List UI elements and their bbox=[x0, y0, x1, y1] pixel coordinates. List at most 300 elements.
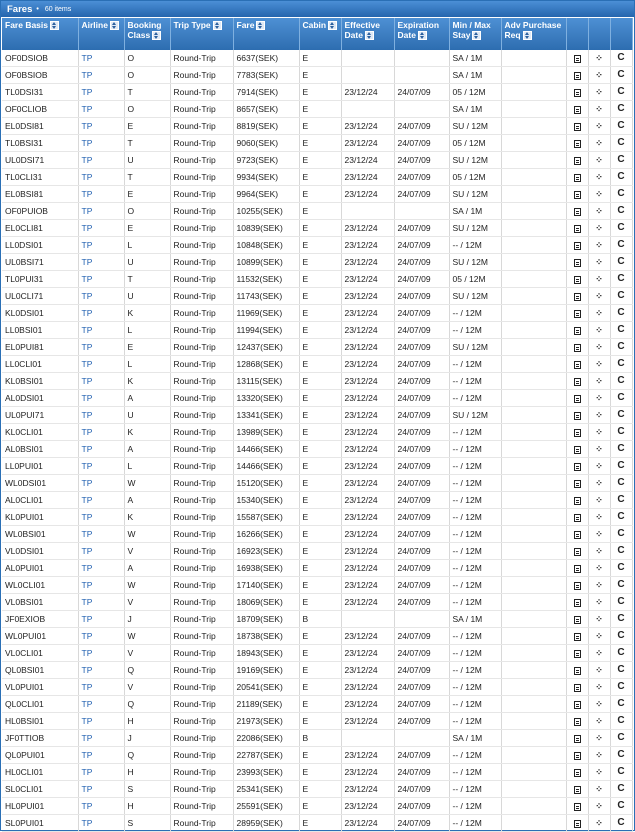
copy-icon[interactable]: C bbox=[617, 171, 625, 183]
cell-expiration-date: 24/07/09 bbox=[394, 237, 449, 254]
cell-effective-date: 23/12/24 bbox=[341, 441, 394, 458]
route-icon[interactable]: ⁘ bbox=[595, 529, 603, 540]
table-row[interactable] bbox=[2, 135, 632, 152]
copy-icon[interactable]: C bbox=[617, 375, 625, 387]
route-icon[interactable]: ⁘ bbox=[595, 172, 603, 183]
cell-airline[interactable]: TP bbox=[78, 611, 124, 628]
cell-adv-purchase-req bbox=[501, 169, 566, 186]
cell-airline[interactable]: TP bbox=[78, 475, 124, 492]
table-row[interactable] bbox=[2, 67, 632, 84]
cell-airline[interactable]: TP bbox=[78, 390, 124, 407]
route-icon[interactable]: ⁘ bbox=[595, 138, 603, 149]
cell-expiration-date bbox=[394, 50, 449, 67]
route-icon[interactable]: ⁘ bbox=[595, 53, 603, 64]
route-icon[interactable]: ⁘ bbox=[595, 648, 603, 659]
copy-icon[interactable]: C bbox=[617, 290, 625, 302]
cell-copy bbox=[610, 764, 632, 781]
table-row[interactable] bbox=[2, 696, 632, 713]
column-header-trip-type[interactable] bbox=[170, 18, 233, 50]
cell-effective-date bbox=[341, 101, 394, 118]
document-icon[interactable] bbox=[574, 633, 581, 641]
cell-airline[interactable]: TP bbox=[78, 101, 124, 118]
route-icon[interactable]: ⁘ bbox=[595, 189, 603, 200]
copy-icon[interactable]: C bbox=[617, 426, 625, 438]
cell-copy bbox=[610, 101, 632, 118]
route-icon[interactable]: ⁘ bbox=[595, 461, 603, 472]
cell-airline[interactable]: TP bbox=[78, 322, 124, 339]
table-row[interactable] bbox=[2, 50, 632, 67]
cell-cabin: E bbox=[299, 645, 341, 662]
cell-min-max-stay: -- / 12M bbox=[449, 458, 501, 475]
cell-airline[interactable]: TP bbox=[78, 84, 124, 101]
route-icon[interactable]: ⁘ bbox=[595, 376, 603, 387]
document-icon[interactable] bbox=[574, 531, 581, 539]
document-icon[interactable] bbox=[574, 514, 581, 522]
table-row[interactable] bbox=[2, 186, 632, 203]
document-icon[interactable] bbox=[574, 480, 581, 488]
table-row[interactable] bbox=[2, 305, 632, 322]
document-icon[interactable] bbox=[574, 123, 581, 131]
table-row[interactable] bbox=[2, 254, 632, 271]
cell-copy bbox=[610, 577, 632, 594]
document-icon[interactable] bbox=[574, 174, 581, 182]
route-icon[interactable]: ⁘ bbox=[595, 155, 603, 166]
document-icon[interactable] bbox=[574, 276, 581, 284]
route-icon[interactable]: ⁘ bbox=[595, 614, 603, 625]
route-icon[interactable]: ⁘ bbox=[595, 104, 603, 115]
document-icon[interactable] bbox=[574, 548, 581, 556]
document-icon[interactable] bbox=[574, 616, 581, 624]
cell-airline[interactable]: TP bbox=[78, 254, 124, 271]
copy-icon[interactable]: C bbox=[617, 596, 625, 608]
document-icon[interactable] bbox=[574, 293, 581, 301]
copy-icon[interactable]: C bbox=[617, 528, 625, 540]
route-icon[interactable]: ⁘ bbox=[595, 563, 603, 574]
table-row[interactable] bbox=[2, 526, 632, 543]
cell-airline[interactable]: TP bbox=[78, 288, 124, 305]
cell-fare-basis: WL0PUI01 bbox=[2, 628, 78, 645]
sort-icon[interactable] bbox=[256, 21, 265, 30]
route-icon[interactable]: ⁘ bbox=[595, 478, 603, 489]
cell-airline[interactable]: TP bbox=[78, 203, 124, 220]
table-row[interactable] bbox=[2, 764, 632, 781]
cell-view bbox=[566, 798, 588, 815]
cell-airline[interactable]: TP bbox=[78, 781, 124, 798]
cell-view bbox=[566, 203, 588, 220]
route-icon[interactable]: ⁘ bbox=[595, 733, 603, 744]
column-header-cabin[interactable] bbox=[299, 18, 341, 50]
document-icon[interactable] bbox=[574, 752, 581, 760]
copy-icon[interactable]: C bbox=[617, 273, 625, 285]
cell-cabin: E bbox=[299, 220, 341, 237]
column-header-fare[interactable] bbox=[233, 18, 299, 50]
cell-airline[interactable]: TP bbox=[78, 135, 124, 152]
document-icon[interactable] bbox=[574, 582, 581, 590]
route-icon[interactable]: ⁘ bbox=[595, 325, 603, 336]
sort-icon[interactable] bbox=[328, 21, 337, 30]
document-icon[interactable] bbox=[574, 820, 581, 828]
cell-effective-date: 23/12/24 bbox=[341, 526, 394, 543]
copy-icon[interactable]: C bbox=[617, 443, 625, 455]
cell-trip-type: Round-Trip bbox=[170, 305, 233, 322]
document-icon[interactable] bbox=[574, 242, 581, 250]
route-icon[interactable]: ⁘ bbox=[595, 801, 603, 812]
column-header-expiration-date[interactable] bbox=[394, 18, 449, 50]
table-row[interactable] bbox=[2, 815, 632, 832]
copy-icon[interactable]: C bbox=[617, 409, 625, 421]
cell-route bbox=[588, 628, 610, 645]
document-icon[interactable] bbox=[574, 157, 581, 165]
copy-icon[interactable]: C bbox=[617, 205, 625, 217]
route-icon[interactable]: ⁘ bbox=[595, 767, 603, 778]
route-icon[interactable]: ⁘ bbox=[595, 223, 603, 234]
document-icon[interactable] bbox=[574, 140, 581, 148]
cell-airline[interactable]: TP bbox=[78, 645, 124, 662]
table-row[interactable] bbox=[2, 628, 632, 645]
table-row[interactable] bbox=[2, 322, 632, 339]
cell-view bbox=[566, 67, 588, 84]
table-row[interactable] bbox=[2, 220, 632, 237]
route-icon[interactable]: ⁘ bbox=[595, 495, 603, 506]
document-icon[interactable] bbox=[574, 225, 581, 233]
route-icon[interactable]: ⁘ bbox=[595, 427, 603, 438]
document-icon[interactable] bbox=[574, 344, 581, 352]
copy-icon[interactable]: C bbox=[617, 698, 625, 710]
document-icon[interactable] bbox=[574, 735, 581, 743]
copy-icon[interactable]: C bbox=[617, 358, 625, 370]
cell-min-max-stay: -- / 12M bbox=[449, 781, 501, 798]
route-icon[interactable]: ⁘ bbox=[595, 512, 603, 523]
cell-airline[interactable]: TP bbox=[78, 305, 124, 322]
copy-icon[interactable]: C bbox=[617, 766, 625, 778]
route-icon[interactable]: ⁘ bbox=[595, 665, 603, 676]
route-icon[interactable]: ⁘ bbox=[595, 444, 603, 455]
cell-airline[interactable]: TP bbox=[78, 798, 124, 815]
copy-icon[interactable]: C bbox=[617, 222, 625, 234]
document-icon[interactable] bbox=[574, 769, 581, 777]
copy-icon[interactable]: C bbox=[617, 817, 625, 829]
cell-trip-type: Round-Trip bbox=[170, 254, 233, 271]
document-icon[interactable] bbox=[574, 361, 581, 369]
document-icon[interactable] bbox=[574, 497, 581, 505]
document-icon[interactable] bbox=[574, 599, 581, 607]
route-icon[interactable]: ⁘ bbox=[595, 682, 603, 693]
cell-airline[interactable]: TP bbox=[78, 169, 124, 186]
route-icon[interactable]: ⁘ bbox=[595, 580, 603, 591]
document-icon[interactable] bbox=[574, 565, 581, 573]
sort-icon[interactable] bbox=[50, 21, 59, 30]
cell-view bbox=[566, 339, 588, 356]
route-icon[interactable]: ⁘ bbox=[595, 206, 603, 217]
copy-icon[interactable]: C bbox=[617, 715, 625, 727]
table-row[interactable] bbox=[2, 713, 632, 730]
table-row[interactable] bbox=[2, 560, 632, 577]
document-icon[interactable] bbox=[574, 446, 581, 454]
cell-route bbox=[588, 407, 610, 424]
cell-airline[interactable]: TP bbox=[78, 271, 124, 288]
cell-airline[interactable]: TP bbox=[78, 356, 124, 373]
table-row[interactable] bbox=[2, 390, 632, 407]
copy-icon[interactable]: C bbox=[617, 120, 625, 132]
route-icon[interactable]: ⁘ bbox=[595, 750, 603, 761]
column-header-airline[interactable] bbox=[78, 18, 124, 50]
table-row[interactable] bbox=[2, 118, 632, 135]
sort-icon[interactable] bbox=[152, 31, 161, 40]
table-row[interactable] bbox=[2, 645, 632, 662]
cell-airline[interactable]: TP bbox=[78, 458, 124, 475]
route-icon[interactable]: ⁘ bbox=[595, 274, 603, 285]
route-icon[interactable]: ⁘ bbox=[595, 359, 603, 370]
copy-icon[interactable]: C bbox=[617, 647, 625, 659]
cell-min-max-stay: -- / 12M bbox=[449, 577, 501, 594]
table-row[interactable] bbox=[2, 441, 632, 458]
sort-icon[interactable] bbox=[472, 31, 481, 40]
cell-trip-type: Round-Trip bbox=[170, 815, 233, 832]
cell-airline[interactable]: TP bbox=[78, 118, 124, 135]
table-row[interactable] bbox=[2, 152, 632, 169]
copy-icon[interactable]: C bbox=[617, 800, 625, 812]
cell-fare: 11743(SEK) bbox=[233, 288, 299, 305]
cell-route bbox=[588, 271, 610, 288]
cell-booking-class: L bbox=[124, 237, 170, 254]
copy-icon[interactable]: C bbox=[617, 239, 625, 251]
cell-airline[interactable]: TP bbox=[78, 220, 124, 237]
copy-icon[interactable]: C bbox=[617, 477, 625, 489]
cell-cabin: E bbox=[299, 662, 341, 679]
cell-copy bbox=[610, 424, 632, 441]
document-icon[interactable] bbox=[574, 463, 581, 471]
document-icon[interactable] bbox=[574, 106, 581, 114]
table-row[interactable] bbox=[2, 662, 632, 679]
table-row[interactable] bbox=[2, 373, 632, 390]
cell-airline[interactable]: TP bbox=[78, 339, 124, 356]
column-header-booking-class[interactable] bbox=[124, 18, 170, 50]
document-icon[interactable] bbox=[574, 89, 581, 97]
route-icon[interactable]: ⁘ bbox=[595, 291, 603, 302]
table-row[interactable] bbox=[2, 203, 632, 220]
cell-adv-purchase-req bbox=[501, 288, 566, 305]
copy-icon[interactable]: C bbox=[617, 511, 625, 523]
cell-airline[interactable]: TP bbox=[78, 815, 124, 832]
cell-copy bbox=[610, 526, 632, 543]
cell-adv-purchase-req bbox=[501, 526, 566, 543]
document-icon[interactable] bbox=[574, 310, 581, 318]
cell-booking-class: J bbox=[124, 730, 170, 747]
cell-airline[interactable]: TP bbox=[78, 628, 124, 645]
cell-min-max-stay: -- / 12M bbox=[449, 713, 501, 730]
cell-airline[interactable]: TP bbox=[78, 526, 124, 543]
cell-airline[interactable]: TP bbox=[78, 186, 124, 203]
cell-trip-type: Round-Trip bbox=[170, 543, 233, 560]
route-icon[interactable]: ⁘ bbox=[595, 784, 603, 795]
copy-icon[interactable]: C bbox=[617, 562, 625, 574]
cell-airline[interactable]: TP bbox=[78, 594, 124, 611]
cell-airline[interactable]: TP bbox=[78, 560, 124, 577]
cell-airline[interactable]: TP bbox=[78, 50, 124, 67]
copy-icon[interactable]: C bbox=[617, 103, 625, 115]
cell-effective-date: 23/12/24 bbox=[341, 254, 394, 271]
table-row[interactable] bbox=[2, 356, 632, 373]
table-row[interactable] bbox=[2, 781, 632, 798]
copy-icon[interactable]: C bbox=[617, 579, 625, 591]
route-icon[interactable]: ⁘ bbox=[595, 240, 603, 251]
cell-airline[interactable]: TP bbox=[78, 492, 124, 509]
table-row[interactable] bbox=[2, 84, 632, 101]
cell-booking-class: W bbox=[124, 526, 170, 543]
copy-icon[interactable]: C bbox=[617, 494, 625, 506]
document-icon[interactable] bbox=[574, 72, 581, 80]
cell-airline[interactable]: TP bbox=[78, 662, 124, 679]
copy-icon[interactable]: C bbox=[617, 749, 625, 761]
copy-icon[interactable]: C bbox=[617, 630, 625, 642]
table-row[interactable] bbox=[2, 101, 632, 118]
cell-airline[interactable]: TP bbox=[78, 67, 124, 84]
copy-icon[interactable]: C bbox=[617, 460, 625, 472]
copy-icon[interactable]: C bbox=[617, 392, 625, 404]
cell-trip-type: Round-Trip bbox=[170, 798, 233, 815]
document-icon[interactable] bbox=[574, 684, 581, 692]
cell-fare-basis: AL0BSI01 bbox=[2, 441, 78, 458]
route-icon[interactable]: ⁘ bbox=[595, 597, 603, 608]
cell-airline[interactable]: TP bbox=[78, 152, 124, 169]
cell-adv-purchase-req bbox=[501, 475, 566, 492]
route-icon[interactable]: ⁘ bbox=[595, 87, 603, 98]
sort-icon[interactable] bbox=[418, 31, 427, 40]
table-row[interactable] bbox=[2, 237, 632, 254]
cell-airline[interactable]: TP bbox=[78, 373, 124, 390]
table-row[interactable] bbox=[2, 594, 632, 611]
table-row[interactable] bbox=[2, 798, 632, 815]
copy-icon[interactable]: C bbox=[617, 545, 625, 557]
cell-view bbox=[566, 322, 588, 339]
copy-icon[interactable]: C bbox=[617, 52, 625, 64]
document-icon[interactable] bbox=[574, 327, 581, 335]
copy-icon[interactable]: C bbox=[617, 256, 625, 268]
copy-icon[interactable]: C bbox=[617, 613, 625, 625]
document-icon[interactable] bbox=[574, 718, 581, 726]
table-row[interactable] bbox=[2, 730, 632, 747]
route-icon[interactable]: ⁘ bbox=[595, 342, 603, 353]
table-row[interactable] bbox=[2, 577, 632, 594]
route-icon[interactable]: ⁘ bbox=[595, 257, 603, 268]
route-icon[interactable]: ⁘ bbox=[595, 308, 603, 319]
cell-view bbox=[566, 118, 588, 135]
cell-view bbox=[566, 526, 588, 543]
cell-airline[interactable]: TP bbox=[78, 747, 124, 764]
table-row[interactable] bbox=[2, 339, 632, 356]
sort-icon[interactable] bbox=[365, 31, 374, 40]
cell-route bbox=[588, 747, 610, 764]
copy-icon[interactable]: C bbox=[617, 783, 625, 795]
sort-icon[interactable] bbox=[213, 21, 222, 30]
cell-airline[interactable]: TP bbox=[78, 679, 124, 696]
document-icon[interactable] bbox=[574, 667, 581, 675]
document-icon[interactable] bbox=[574, 803, 581, 811]
table-row[interactable] bbox=[2, 424, 632, 441]
route-icon[interactable]: ⁘ bbox=[595, 818, 603, 829]
route-icon[interactable]: ⁘ bbox=[595, 699, 603, 710]
route-icon[interactable]: ⁘ bbox=[595, 631, 603, 642]
route-icon[interactable]: ⁘ bbox=[595, 716, 603, 727]
copy-icon[interactable]: C bbox=[617, 86, 625, 98]
copy-icon[interactable]: C bbox=[617, 681, 625, 693]
cell-airline[interactable]: TP bbox=[78, 730, 124, 747]
column-header-label: Fare Basis bbox=[5, 20, 48, 30]
route-icon[interactable]: ⁘ bbox=[595, 393, 603, 404]
route-icon[interactable]: ⁘ bbox=[595, 410, 603, 421]
table-row[interactable] bbox=[2, 509, 632, 526]
column-header-adv-purchase-req[interactable] bbox=[501, 18, 566, 50]
cell-airline[interactable]: TP bbox=[78, 764, 124, 781]
document-icon[interactable] bbox=[574, 259, 581, 267]
sort-icon[interactable] bbox=[110, 21, 119, 30]
table-row[interactable] bbox=[2, 458, 632, 475]
table-row[interactable] bbox=[2, 611, 632, 628]
cell-airline[interactable]: TP bbox=[78, 713, 124, 730]
cell-airline[interactable]: TP bbox=[78, 407, 124, 424]
cell-airline[interactable]: TP bbox=[78, 509, 124, 526]
table-row[interactable] bbox=[2, 679, 632, 696]
route-icon[interactable]: ⁘ bbox=[595, 546, 603, 557]
cell-airline[interactable]: TP bbox=[78, 543, 124, 560]
table-row[interactable] bbox=[2, 492, 632, 509]
cell-airline[interactable]: TP bbox=[78, 441, 124, 458]
cell-airline[interactable]: TP bbox=[78, 577, 124, 594]
document-icon[interactable] bbox=[574, 55, 581, 63]
document-icon[interactable] bbox=[574, 701, 581, 709]
copy-icon[interactable]: C bbox=[617, 137, 625, 149]
cell-airline[interactable]: TP bbox=[78, 696, 124, 713]
panel-title: Fares bbox=[7, 3, 33, 15]
cell-route bbox=[588, 135, 610, 152]
table-row[interactable] bbox=[2, 407, 632, 424]
document-icon[interactable] bbox=[574, 378, 581, 386]
copy-icon[interactable]: C bbox=[617, 154, 625, 166]
cell-airline[interactable]: TP bbox=[78, 237, 124, 254]
cell-fare: 18069(SEK) bbox=[233, 594, 299, 611]
copy-icon[interactable]: C bbox=[617, 732, 625, 744]
table-row[interactable] bbox=[2, 543, 632, 560]
document-icon[interactable] bbox=[574, 650, 581, 658]
copy-icon[interactable]: C bbox=[617, 324, 625, 336]
table-row[interactable] bbox=[2, 288, 632, 305]
table-row[interactable] bbox=[2, 169, 632, 186]
table-row[interactable] bbox=[2, 747, 632, 764]
cell-route bbox=[588, 356, 610, 373]
document-icon[interactable] bbox=[574, 208, 581, 216]
document-icon[interactable] bbox=[574, 191, 581, 199]
document-icon[interactable] bbox=[574, 429, 581, 437]
column-header-effective-date[interactable] bbox=[341, 18, 394, 50]
copy-icon[interactable]: C bbox=[617, 69, 625, 81]
route-icon[interactable]: ⁘ bbox=[595, 70, 603, 81]
document-icon[interactable] bbox=[574, 786, 581, 794]
column-header-min-max-stay[interactable] bbox=[449, 18, 501, 50]
document-icon[interactable] bbox=[574, 395, 581, 403]
sort-icon[interactable] bbox=[523, 31, 532, 40]
copy-icon[interactable]: C bbox=[617, 307, 625, 319]
copy-icon[interactable]: C bbox=[617, 188, 625, 200]
table-row[interactable] bbox=[2, 475, 632, 492]
cell-effective-date: 23/12/24 bbox=[341, 781, 394, 798]
route-icon[interactable]: ⁘ bbox=[595, 121, 603, 132]
document-icon[interactable] bbox=[574, 412, 581, 420]
table-row[interactable] bbox=[2, 271, 632, 288]
column-header-fare-basis[interactable] bbox=[2, 18, 78, 50]
cell-airline[interactable]: TP bbox=[78, 424, 124, 441]
copy-icon[interactable]: C bbox=[617, 664, 625, 676]
copy-icon[interactable]: C bbox=[617, 341, 625, 353]
